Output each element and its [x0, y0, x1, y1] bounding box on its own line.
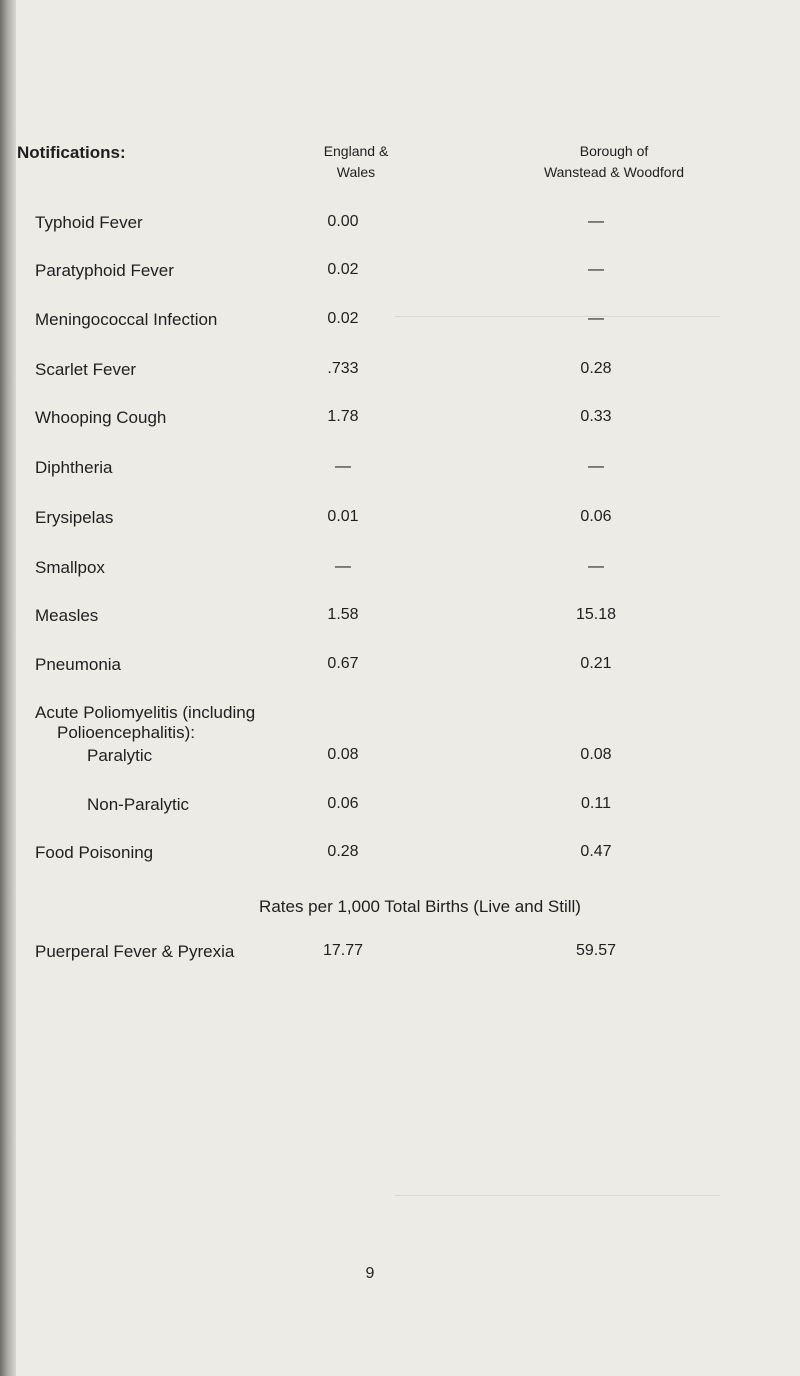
england-wales-value: 0.00	[327, 213, 359, 230]
england-wales-value: 0.08	[327, 746, 359, 763]
births-rate-note: Rates per 1,000 Total Births (Live and Still)	[259, 897, 581, 916]
row-label: Pneumonia	[35, 655, 122, 674]
england-wales-value: 1.78	[327, 408, 359, 425]
column-header-line: Wanstead & Woodford	[543, 164, 685, 180]
england-wales-value: —	[335, 558, 351, 575]
row-label: Meningococcal Infection	[35, 310, 218, 329]
england-wales-value: 1.58	[327, 606, 359, 623]
borough-value: 0.33	[580, 408, 612, 425]
row-label: Paratyphoid Fever	[35, 261, 174, 280]
borough-value: 59.57	[575, 942, 617, 959]
row-label: Smallpox	[35, 558, 105, 577]
england-wales-value: 0.28	[327, 843, 359, 860]
row-label: Acute Poliomyelitis (including	[35, 703, 256, 722]
show-through-line	[395, 1195, 720, 1196]
borough-value: 15.18	[575, 606, 617, 623]
england-wales-value: 0.67	[327, 655, 359, 672]
row-label: Diphtheria	[35, 458, 113, 477]
borough-value: 0.08	[580, 746, 612, 763]
row-label: Food Poisoning	[35, 843, 154, 862]
page-title: Notifications:	[17, 143, 126, 162]
column-header-line: Borough of	[579, 143, 649, 159]
row-label: Puerperal Fever & Pyrexia	[35, 942, 235, 961]
borough-value: 0.11	[581, 795, 611, 812]
borough-value: 0.28	[580, 360, 612, 377]
row-label: Paralytic	[87, 746, 153, 765]
row-label: Scarlet Fever	[35, 360, 137, 379]
borough-value: —	[588, 458, 604, 475]
england-wales-value: 17.77	[322, 942, 364, 959]
row-label: Whooping Cough	[35, 408, 167, 427]
column-header-line: England &	[323, 143, 389, 159]
england-wales-value: .733	[327, 360, 359, 377]
column-header-england-wales	[286, 141, 426, 183]
row-label: Measles	[35, 606, 99, 625]
england-wales-value: 0.02	[327, 310, 359, 327]
column-header-borough	[494, 141, 734, 183]
row-label: Erysipelas	[35, 508, 114, 527]
borough-value: 0.21	[580, 655, 612, 672]
column-header-line: Wales	[336, 164, 376, 180]
borough-value: 0.06	[580, 508, 612, 525]
borough-value: —	[588, 261, 604, 278]
row-label: Polioencephalitis):	[57, 723, 195, 742]
row-label: Non-Paralytic	[87, 795, 190, 814]
england-wales-value: 0.01	[327, 508, 359, 525]
row-label: Typhoid Fever	[35, 213, 143, 232]
borough-value: —	[588, 213, 604, 230]
england-wales-value: 0.06	[327, 795, 359, 812]
borough-value: 0.47	[580, 843, 612, 860]
england-wales-value: —	[335, 458, 351, 475]
england-wales-value: 0.02	[327, 261, 359, 278]
borough-value: —	[588, 310, 604, 327]
page-spine-shadow	[0, 0, 16, 1376]
page-number: 9	[365, 1265, 375, 1282]
borough-value: —	[588, 558, 604, 575]
